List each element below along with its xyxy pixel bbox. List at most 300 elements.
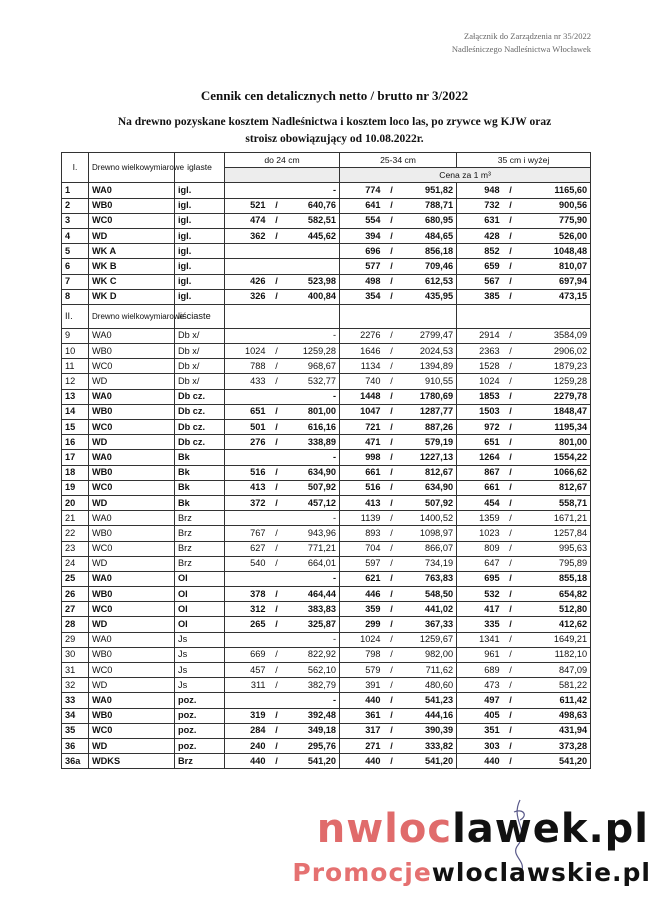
gross-price-b: 680,95 <box>400 213 457 228</box>
net-price-b: 317 <box>340 723 384 738</box>
separator-a: / <box>269 198 285 213</box>
net-price-a: 501 <box>225 420 269 435</box>
gross-price-b: 1394,89 <box>400 359 457 374</box>
gross-price-c: 1554,22 <box>519 450 591 465</box>
gross-price-a: 582,51 <box>285 213 340 228</box>
net-price-a: 240 <box>225 738 269 753</box>
gross-price-c: 855,18 <box>519 571 591 586</box>
separator-a <box>269 511 285 526</box>
net-price-a: 319 <box>225 708 269 723</box>
separator-a: / <box>269 480 285 495</box>
separator-b: / <box>384 450 400 465</box>
table-row <box>62 420 591 435</box>
separator-a: / <box>269 435 285 450</box>
species: poz. <box>175 693 225 708</box>
separator-c: / <box>503 571 519 586</box>
separator-c: / <box>503 587 519 602</box>
species-group-2: liściaste <box>175 304 225 328</box>
table-row <box>62 663 591 678</box>
row-number: 9 <box>62 328 89 343</box>
separator-b: / <box>384 359 400 374</box>
species: Bk <box>175 480 225 495</box>
net-price-b: 798 <box>340 647 384 662</box>
gross-price-c: 2906,02 <box>519 344 591 359</box>
row-number: 16 <box>62 435 89 450</box>
row-number: 6 <box>62 259 89 274</box>
net-price-a: 378 <box>225 587 269 602</box>
gross-price-a: 349,18 <box>285 723 340 738</box>
price-unit: Cena za 1 m³ <box>340 168 591 183</box>
row-number: 30 <box>62 647 89 662</box>
species: igl. <box>175 228 225 243</box>
gross-price-a: 523,98 <box>285 274 340 289</box>
species: Db cz. <box>175 420 225 435</box>
separator-b: / <box>384 556 400 571</box>
separator-b: / <box>384 420 400 435</box>
row-number: 32 <box>62 678 89 693</box>
gross-price-c: 558,71 <box>519 495 591 510</box>
table-row <box>62 328 591 343</box>
watermark-part-1: nwloc <box>316 806 453 852</box>
row-number: 36a <box>62 754 89 769</box>
table-row <box>62 289 591 304</box>
net-price-c: 695 <box>457 571 503 586</box>
net-price-b: 740 <box>340 374 384 389</box>
gross-price-b: 788,71 <box>400 198 457 213</box>
gross-price-a: 400,84 <box>285 289 340 304</box>
row-number: 12 <box>62 374 89 389</box>
document-title: Cennik cen detalicznych netto / brutto nr 3/2022 <box>200 88 469 103</box>
table-row <box>62 450 591 465</box>
net-price-a: 433 <box>225 374 269 389</box>
net-price-a: 457 <box>225 663 269 678</box>
net-price-c: 961 <box>457 647 503 662</box>
grade: WK C <box>89 274 175 289</box>
separator-b: / <box>384 213 400 228</box>
net-price-c: 1341 <box>457 632 503 647</box>
column-header-35-plus: 35 cm i wyżej <box>457 153 591 168</box>
gross-price-a: 664,01 <box>285 556 340 571</box>
gross-price-c: 1671,21 <box>519 511 591 526</box>
gross-price-b: 507,92 <box>400 495 457 510</box>
net-price-b: 440 <box>340 754 384 769</box>
gross-price-c: 1848,47 <box>519 404 591 419</box>
gross-price-c: 1257,84 <box>519 526 591 541</box>
gross-price-a: 562,10 <box>285 663 340 678</box>
net-price-a <box>225 389 269 404</box>
grade: WB0 <box>89 526 175 541</box>
net-price-c: 972 <box>457 420 503 435</box>
separator-c: / <box>503 450 519 465</box>
row-number: 18 <box>62 465 89 480</box>
gross-price-b: 390,39 <box>400 723 457 738</box>
gross-price-b: 541,20 <box>400 754 457 769</box>
gross-price-b: 333,82 <box>400 738 457 753</box>
table-row <box>62 480 591 495</box>
species: Db x/ <box>175 328 225 343</box>
species: igl. <box>175 198 225 213</box>
separator-b: / <box>384 328 400 343</box>
gross-price-c: 795,89 <box>519 556 591 571</box>
gross-price-c: 1195,34 <box>519 420 591 435</box>
net-price-a: 426 <box>225 274 269 289</box>
table-row <box>62 465 591 480</box>
separator-c: / <box>503 495 519 510</box>
separator-a: / <box>269 541 285 556</box>
gross-price-a: 382,79 <box>285 678 340 693</box>
net-price-b: 271 <box>340 738 384 753</box>
separator-c: / <box>503 556 519 571</box>
net-price-b: 641 <box>340 198 384 213</box>
section-2-blank-b <box>340 304 457 328</box>
row-number: 2 <box>62 198 89 213</box>
separator-b: / <box>384 663 400 678</box>
gross-price-a: - <box>285 693 340 708</box>
net-price-a: 312 <box>225 602 269 617</box>
gross-price-c: 775,90 <box>519 213 591 228</box>
separator-b: / <box>384 244 400 259</box>
gross-price-b: 1259,67 <box>400 632 457 647</box>
grade: WD <box>89 228 175 243</box>
gross-price-c: 810,07 <box>519 259 591 274</box>
table-row <box>62 389 591 404</box>
separator-b: / <box>384 723 400 738</box>
net-price-c: 335 <box>457 617 503 632</box>
gross-price-a: 640,76 <box>285 198 340 213</box>
net-price-a: 788 <box>225 359 269 374</box>
net-price-a: 276 <box>225 435 269 450</box>
net-price-b: 394 <box>340 228 384 243</box>
row-number: 13 <box>62 389 89 404</box>
gross-price-b: 910,55 <box>400 374 457 389</box>
separator-b: / <box>384 587 400 602</box>
net-price-c: 440 <box>457 754 503 769</box>
grade: WA0 <box>89 511 175 526</box>
net-price-c: 651 <box>457 435 503 450</box>
net-price-b: 446 <box>340 587 384 602</box>
species-group: iglaste <box>175 153 225 183</box>
gross-price-a: 338,89 <box>285 435 340 450</box>
species: igl. <box>175 274 225 289</box>
price-table <box>61 152 591 769</box>
grade: WB0 <box>89 344 175 359</box>
row-number: 24 <box>62 556 89 571</box>
net-price-c: 1853 <box>457 389 503 404</box>
species: Db cz. <box>175 404 225 419</box>
gross-price-b: 612,53 <box>400 274 457 289</box>
gross-price-b: 2024,53 <box>400 344 457 359</box>
grade: WC0 <box>89 359 175 374</box>
net-price-a: 372 <box>225 495 269 510</box>
gross-price-a: 507,92 <box>285 480 340 495</box>
species: Ol <box>175 617 225 632</box>
row-number: 36 <box>62 738 89 753</box>
separator-a: / <box>269 647 285 662</box>
net-price-c: 948 <box>457 183 503 198</box>
species: Ol <box>175 602 225 617</box>
net-price-b: 498 <box>340 274 384 289</box>
net-price-c: 454 <box>457 495 503 510</box>
gross-price-a: - <box>285 450 340 465</box>
gross-price-c: 801,00 <box>519 435 591 450</box>
row-number: 26 <box>62 587 89 602</box>
grade: WD <box>89 435 175 450</box>
gross-price-c: 847,09 <box>519 663 591 678</box>
watermark-part-3: Promocje <box>292 858 432 887</box>
subtitle-line-2: stroisz obowiązujący od 10.08.2022r. <box>245 133 424 145</box>
row-number: 7 <box>62 274 89 289</box>
species: Db cz. <box>175 389 225 404</box>
gross-price-a: 634,90 <box>285 465 340 480</box>
net-price-b: 440 <box>340 693 384 708</box>
grade: WC0 <box>89 663 175 678</box>
gross-price-a: 383,83 <box>285 602 340 617</box>
net-price-a: 413 <box>225 480 269 495</box>
species: igl. <box>175 289 225 304</box>
table-row <box>62 374 591 389</box>
table-row <box>62 511 591 526</box>
row-number: 14 <box>62 404 89 419</box>
gross-price-b: 1227,13 <box>400 450 457 465</box>
separator-b: / <box>384 511 400 526</box>
gross-price-b: 812,67 <box>400 465 457 480</box>
gross-price-a: 541,20 <box>285 754 340 769</box>
net-price-a <box>225 693 269 708</box>
gross-price-c: 2279,78 <box>519 389 591 404</box>
net-price-c: 689 <box>457 663 503 678</box>
separator-c: / <box>503 228 519 243</box>
net-price-c: 1359 <box>457 511 503 526</box>
separator-b: / <box>384 480 400 495</box>
net-price-c: 647 <box>457 556 503 571</box>
gross-price-c: 1259,28 <box>519 374 591 389</box>
section-2-header <box>62 304 591 328</box>
separator-c: / <box>503 435 519 450</box>
separator-a: / <box>269 738 285 753</box>
gross-price-a: - <box>285 183 340 198</box>
separator-a: / <box>269 602 285 617</box>
attachment-note <box>331 30 591 56</box>
gross-price-a: - <box>285 571 340 586</box>
net-price-c: 732 <box>457 198 503 213</box>
watermark-domain <box>317 806 649 852</box>
gross-price-c: 1165,60 <box>519 183 591 198</box>
row-number: 8 <box>62 289 89 304</box>
table-row <box>62 693 591 708</box>
price-unit-spacer <box>225 168 340 183</box>
gross-price-c: 512,80 <box>519 602 591 617</box>
species: Bk <box>175 495 225 510</box>
section-number: I. <box>62 153 89 183</box>
gross-price-c: 697,94 <box>519 274 591 289</box>
gross-price-b: 634,90 <box>400 480 457 495</box>
separator-b: / <box>384 754 400 769</box>
gross-price-a: 464,44 <box>285 587 340 602</box>
gross-price-c: 995,63 <box>519 541 591 556</box>
row-number: 11 <box>62 359 89 374</box>
table-row <box>62 632 591 647</box>
net-price-a: 362 <box>225 228 269 243</box>
species: Js <box>175 632 225 647</box>
separator-a: / <box>269 374 285 389</box>
table-row <box>62 213 591 228</box>
species: Db cz. <box>175 435 225 450</box>
row-number: 20 <box>62 495 89 510</box>
separator-c: / <box>503 738 519 753</box>
gross-price-b: 1780,69 <box>400 389 457 404</box>
grade: WC0 <box>89 602 175 617</box>
gross-price-a: 968,67 <box>285 359 340 374</box>
net-price-c: 2363 <box>457 344 503 359</box>
net-price-a: 669 <box>225 647 269 662</box>
gross-price-a: 295,76 <box>285 738 340 753</box>
net-price-a: 311 <box>225 678 269 693</box>
net-price-b: 579 <box>340 663 384 678</box>
net-price-b: 774 <box>340 183 384 198</box>
species: Brz <box>175 556 225 571</box>
row-number: 15 <box>62 420 89 435</box>
gross-price-b: 541,23 <box>400 693 457 708</box>
net-price-a: 474 <box>225 213 269 228</box>
net-price-c: 1503 <box>457 404 503 419</box>
grade: WB0 <box>89 587 175 602</box>
separator-c: / <box>503 663 519 678</box>
separator-a <box>269 328 285 343</box>
watermark-part-2: lawek.pl <box>452 806 649 852</box>
section-2-blank-a <box>225 304 340 328</box>
separator-b: / <box>384 602 400 617</box>
row-number: 1 <box>62 183 89 198</box>
separator-c: / <box>503 274 519 289</box>
net-price-a <box>225 183 269 198</box>
table-row <box>62 198 591 213</box>
gross-price-b: 866,07 <box>400 541 457 556</box>
species: igl. <box>175 259 225 274</box>
grade: WC0 <box>89 723 175 738</box>
net-price-b: 516 <box>340 480 384 495</box>
separator-a: / <box>269 754 285 769</box>
row-number: 25 <box>62 571 89 586</box>
row-number: 21 <box>62 511 89 526</box>
net-price-b: 1134 <box>340 359 384 374</box>
separator-a: / <box>269 228 285 243</box>
gross-price-a <box>285 259 340 274</box>
net-price-c: 532 <box>457 587 503 602</box>
net-price-b: 1139 <box>340 511 384 526</box>
grade: WK A <box>89 244 175 259</box>
table-row <box>62 541 591 556</box>
grade: WD <box>89 617 175 632</box>
net-price-b: 299 <box>340 617 384 632</box>
table-row <box>62 359 591 374</box>
separator-b: / <box>384 435 400 450</box>
row-number: 23 <box>62 541 89 556</box>
net-price-a: 1024 <box>225 344 269 359</box>
gross-price-a: 532,77 <box>285 374 340 389</box>
separator-b: / <box>384 738 400 753</box>
separator-b: / <box>384 374 400 389</box>
grade: WK B <box>89 259 175 274</box>
net-price-b: 621 <box>340 571 384 586</box>
net-price-b: 721 <box>340 420 384 435</box>
separator-a <box>269 259 285 274</box>
net-price-a <box>225 328 269 343</box>
species: poz. <box>175 708 225 723</box>
net-price-b: 696 <box>340 244 384 259</box>
gross-price-b: 444,16 <box>400 708 457 723</box>
gross-price-c: 1649,21 <box>519 632 591 647</box>
row-number: 27 <box>62 602 89 617</box>
gross-price-b: 480,60 <box>400 678 457 693</box>
separator-c: / <box>503 244 519 259</box>
grade: WA0 <box>89 389 175 404</box>
net-price-c: 809 <box>457 541 503 556</box>
gross-price-b: 2799,47 <box>400 328 457 343</box>
column-header-do-24: do 24 cm <box>225 153 340 168</box>
separator-a <box>269 450 285 465</box>
species: Js <box>175 647 225 662</box>
separator-a: / <box>269 678 285 693</box>
table-row <box>62 754 591 769</box>
gross-price-c: 412,62 <box>519 617 591 632</box>
grade: WD <box>89 495 175 510</box>
net-price-a: 440 <box>225 754 269 769</box>
gross-price-b: 763,83 <box>400 571 457 586</box>
table-row <box>62 723 591 738</box>
separator-a <box>269 693 285 708</box>
gross-price-b: 435,95 <box>400 289 457 304</box>
watermark-promo <box>292 858 651 887</box>
grade: WC0 <box>89 541 175 556</box>
separator-c: / <box>503 183 519 198</box>
net-price-b: 354 <box>340 289 384 304</box>
grade: WB0 <box>89 708 175 723</box>
net-price-b: 361 <box>340 708 384 723</box>
gross-price-b: 367,33 <box>400 617 457 632</box>
row-number: 34 <box>62 708 89 723</box>
net-price-c: 2914 <box>457 328 503 343</box>
net-price-a <box>225 511 269 526</box>
gross-price-c: 373,28 <box>519 738 591 753</box>
separator-b: / <box>384 389 400 404</box>
net-price-b: 998 <box>340 450 384 465</box>
grade: WA0 <box>89 183 175 198</box>
row-number: 29 <box>62 632 89 647</box>
separator-c: / <box>503 389 519 404</box>
grade: WA0 <box>89 571 175 586</box>
separator-b: / <box>384 541 400 556</box>
separator-b: / <box>384 465 400 480</box>
separator-c: / <box>503 526 519 541</box>
separator-a: / <box>269 404 285 419</box>
separator-a: / <box>269 587 285 602</box>
gross-price-c: 541,20 <box>519 754 591 769</box>
net-price-b: 391 <box>340 678 384 693</box>
separator-c: / <box>503 344 519 359</box>
gross-price-b: 441,02 <box>400 602 457 617</box>
gross-price-b: 856,18 <box>400 244 457 259</box>
net-price-b: 471 <box>340 435 384 450</box>
grade: WC0 <box>89 213 175 228</box>
net-price-a: 284 <box>225 723 269 738</box>
watermark-part-4: wloclawskie.pl <box>431 858 651 887</box>
row-number: 17 <box>62 450 89 465</box>
species: igl. <box>175 183 225 198</box>
table-row <box>62 228 591 243</box>
separator-a: / <box>269 274 285 289</box>
separator-c: / <box>503 420 519 435</box>
section-2-blank-c <box>457 304 591 328</box>
